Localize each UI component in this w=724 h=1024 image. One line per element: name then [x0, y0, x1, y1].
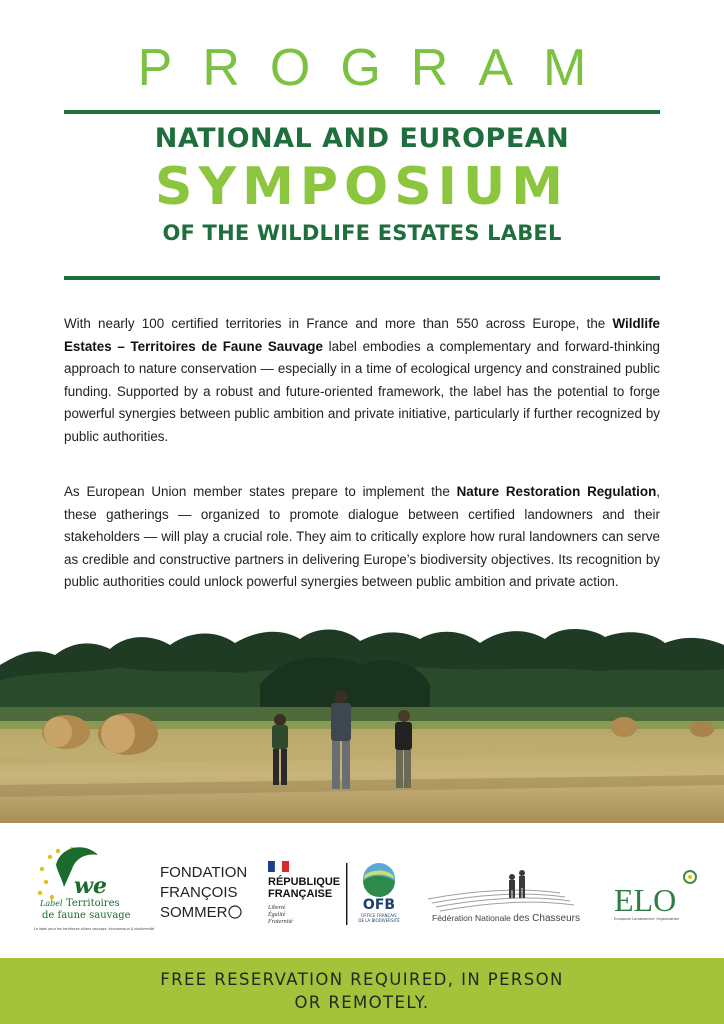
ofb-text: OFB [362, 897, 396, 913]
ofb-subtext-1: OFFICE FRANÇAIS [361, 913, 397, 918]
intro-p2-text-b: , these gatherings — organized to promote dialogue between certified landowners and their stakeholders — will play a crucial role. They aim to critically explore how rural landowners can serve as credible and constructive partners in delivering Europe’s biodiversity objectives. Its recognition by public authorities could unlock powerful synergies between public ambition and private action. [64, 484, 660, 590]
fondation-line3: SOMMER [160, 904, 228, 921]
elo-text: ELO [614, 882, 677, 918]
banner-line-1: FREE RESERVATION REQUIRED, IN PERSON [160, 970, 564, 989]
fondation-line2: FRANÇOIS [160, 884, 238, 901]
fondation-line1: FONDATION [160, 864, 248, 881]
fondation-sommer-logo [160, 864, 247, 921]
we-name-line2: de faune sauvage [42, 910, 131, 921]
fnc-text-a: Fédération Nationale [432, 913, 514, 923]
title-line-symposium: SYMPOSIUM [155, 157, 569, 217]
we-tagline: Le label pour les territoires alliant sauvage, économique & biodiversité [34, 927, 155, 931]
symposium-title [90, 118, 634, 268]
title-line-national: NATIONAL AND EUROPEAN [154, 123, 570, 154]
banner-line-2: OR REMOTELY. [294, 993, 430, 1012]
rf-motto-3: Fraternité [268, 919, 293, 925]
ofb-logo [358, 863, 400, 923]
ofb-subtext-2: DE LA BIODIVERSITÉ [358, 918, 400, 923]
fnc-logo [428, 870, 580, 924]
top-divider [64, 110, 660, 114]
svg-text:Fédération Nationale des Chass [432, 913, 580, 924]
title-line-wildlife: OF THE WILDLIFE ESTATES LABEL [162, 221, 562, 245]
partner-logos [0, 835, 724, 945]
fondation-emblem-icon [229, 906, 241, 918]
intro-paragraph-1 [64, 313, 660, 449]
reservation-banner [0, 958, 724, 1024]
fnc-text-b: des Chasseurs [513, 913, 580, 924]
partner-logos-strip [0, 835, 724, 945]
intro-p1-text-b: label embodies a complementary and forward-thinking approach to nature conservation — especially in a time of ecological urgency and constrained public funding. Supported by a robust and future-oriented framework, the label has the potential to forge powerful synergies between public ambition and private initiative, particularly if further recognized by public authorities. [64, 338, 660, 444]
we-name-line1: Territoires [66, 898, 120, 909]
rf-line2: FRANÇAISE [268, 888, 333, 900]
program-heading: PROGRAM [137, 39, 617, 97]
svg-text:we: we [74, 873, 107, 899]
meadow-photo [0, 625, 724, 823]
intro-paragraph-2 [64, 481, 660, 594]
we-label-text: Label [40, 899, 63, 908]
intro-p1-bold: Wildlife Estates – Territoires de Faune Sauvage [64, 316, 660, 354]
bottom-divider [64, 276, 660, 280]
rf-motto-1: Liberté [268, 905, 286, 911]
rf-motto-2: Égalité [268, 912, 286, 918]
intro-p2-bold: Nature Restoration Regulation [456, 484, 657, 499]
wildlife-estates-logo [34, 847, 154, 931]
elo-logo [614, 871, 696, 921]
republique-francaise-logo [267, 861, 347, 925]
rf-line1: RÉPUBLIQUE [268, 876, 341, 888]
elo-tagline: European Landowners' Organization [614, 917, 680, 921]
intro-p2-text-a: As European Union member states prepare to implement the [64, 484, 457, 499]
intro-p1-text-a: With nearly 100 certified territories in France and more than 550 across Europe, the [64, 316, 613, 331]
